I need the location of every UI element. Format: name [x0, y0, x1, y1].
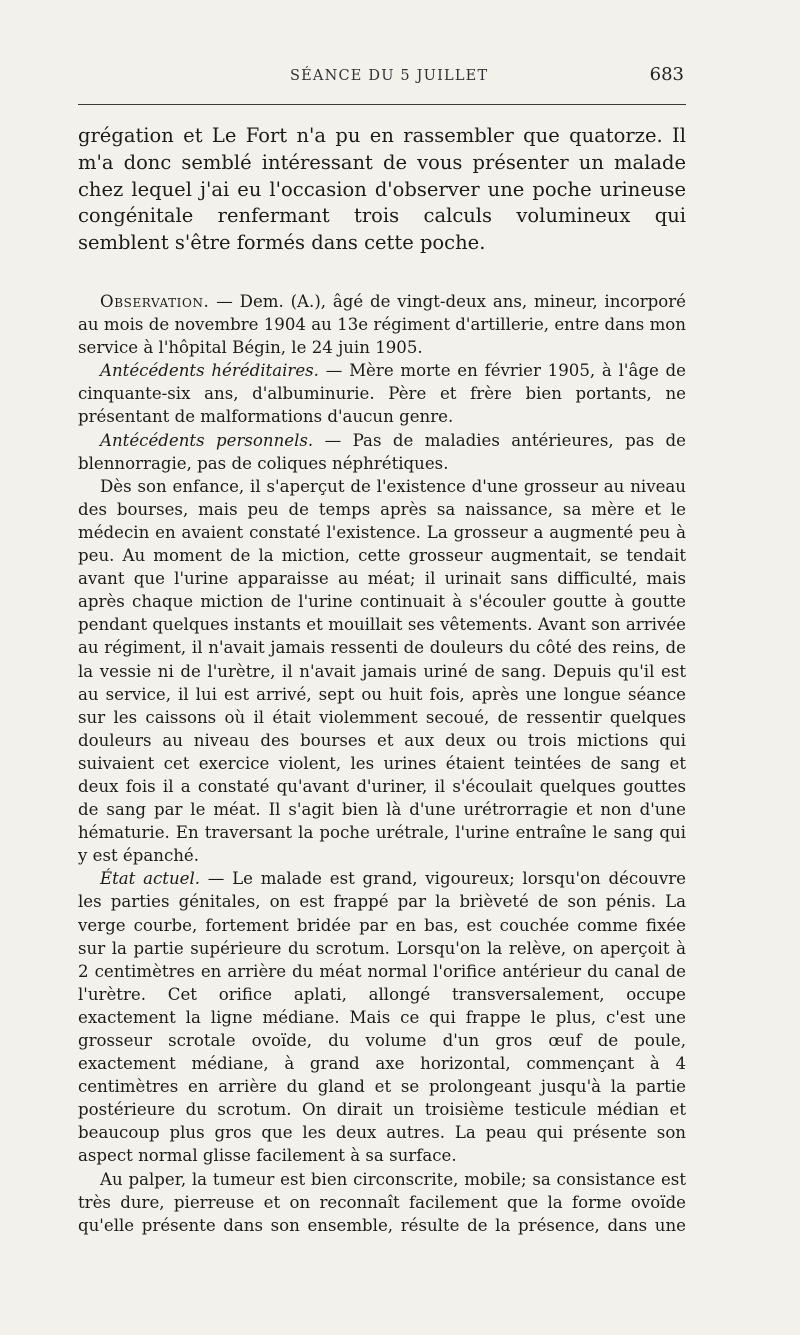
header-rule [78, 104, 686, 105]
palpation-paragraph [78, 1168, 686, 1237]
observation-section [78, 290, 686, 1237]
antecedents-personnels [78, 429, 686, 475]
page-number: 683 [649, 64, 684, 85]
history-text: Dès son enfance, il s'aperçut de l'existence d'une grosseur au niveau des bourses, mais peu de temps après sa naissance, sa mère et le médecin en avaient constaté l'existence. La grosseur a augmenté peu à peu. Au moment de la miction, cette grosseur augmentait, se tendait avant que l'urine apparaisse au méat; il urinait sans difficulté, mais après chaque miction de l'urine continuait à s'écouler goutte à goutte pendant quelques instants et mouillait ses vêtements. Avant son arrivée au régiment, il n'avait jamais ressenti de douleurs du côté des reins, de la vessie ni de l'urètre, il n'avait jamais uriné de sang. Depuis qu'il est au service, il lui est arrivé, sept ou huit fois, après une longue séance sur les caissons où il était violemment secoué, de ressentir quelques douleurs au niveau des bourses et aux deux ou trois mictions qui suivaient cet exercice violent, les urines étaient teintées de sang et deux fois il a constaté qu'avant d'uriner, il s'écoulait quelques gouttes de sang par le méat. Il s'agit bien là d'une urétrorragie et non d'une hématurie. En traversant la poche urétrale, l'urine entraîne le sang qui y est épanché. [78, 476, 686, 866]
page-header [78, 64, 684, 94]
antecedents-hereditaires-label: Antécédents héréditaires. [100, 361, 319, 381]
running-head: SÉANCE DU 5 JUILLET [290, 68, 489, 84]
observation-opening [78, 290, 686, 359]
intro-text: grégation et Le Fort n'a pu en rassembler que quatorze. Il m'a donc semblé intéressant de vous présenter un malade chez lequel j'ai eu l'occasion d'observer une poche urineuse congénitale renfermant trois calculs volumineux qui semblent s'être formés dans cette poche. [78, 124, 686, 255]
antecedents-hereditaires [78, 359, 686, 428]
palpation-text: Au palper, la tumeur est bien circonscrite, mobile; sa consistance est très dure, pierreuse et on reconnaît facilement que la forme ovoïde qu'elle présente dans son ensemble, résulte de la présence, dans une [78, 1169, 686, 1235]
history-paragraph [78, 475, 686, 868]
observation-opening-text: — Dem. (A.), âgé de vingt-deux ans, mineur, incorporé au mois de novembre 1904 au 13e régiment d'artillerie, entre dans mon service à l'hôpital Bégin, le 24 juin 1905. [78, 292, 686, 358]
antecedents-personnels-label: Antécédents personnels. [100, 430, 314, 450]
etat-actuel-paragraph [78, 867, 686, 1167]
intro-paragraph [78, 123, 686, 257]
antecedents-personnels-text: — Pas de maladies antérieures, pas de blennorragie, pas de coliques néphrétiques. [78, 430, 686, 473]
observation-label: Observation. [100, 292, 210, 311]
etat-actuel-text: — Le malade est grand, vigoureux; lorsqu'on découvre les parties génitales, on est frappé par la brièveté de son pénis. La verge courbe, fortement bridée par en bas, est couchée comme fixée sur la partie supérieure du scrotum. Lorsqu'on la relève, on aperçoit à 2 centimètres en arrière du méat normal l'orifice antérieur du canal de l'urètre. Cet orifice aplati, allongé transversalement, occupe exactement la ligne médiane. Mais ce qui frappe le plus, c'est une grosseur scrotale ovoïde, du volume d'un gros œuf de poule, exactement médiane, à grand axe horizontal, commençant à 4 centimètres en arrière du gland et se prolongeant jusqu'à la partie postérieure du scrotum. On dirait un troisième testicule médian et beaucoup plus gros que les deux autres. La peau qui présente son aspect normal glisse facilement à sa surface. [78, 869, 687, 1166]
etat-actuel-label: État actuel. [100, 869, 201, 889]
antecedents-hereditaires-text: — Mère morte en février 1905, à l'âge de cinquante-six ans, d'albuminurie. Père et frère bien portants, ne présentant de malformations d'aucun genre. [78, 361, 686, 427]
